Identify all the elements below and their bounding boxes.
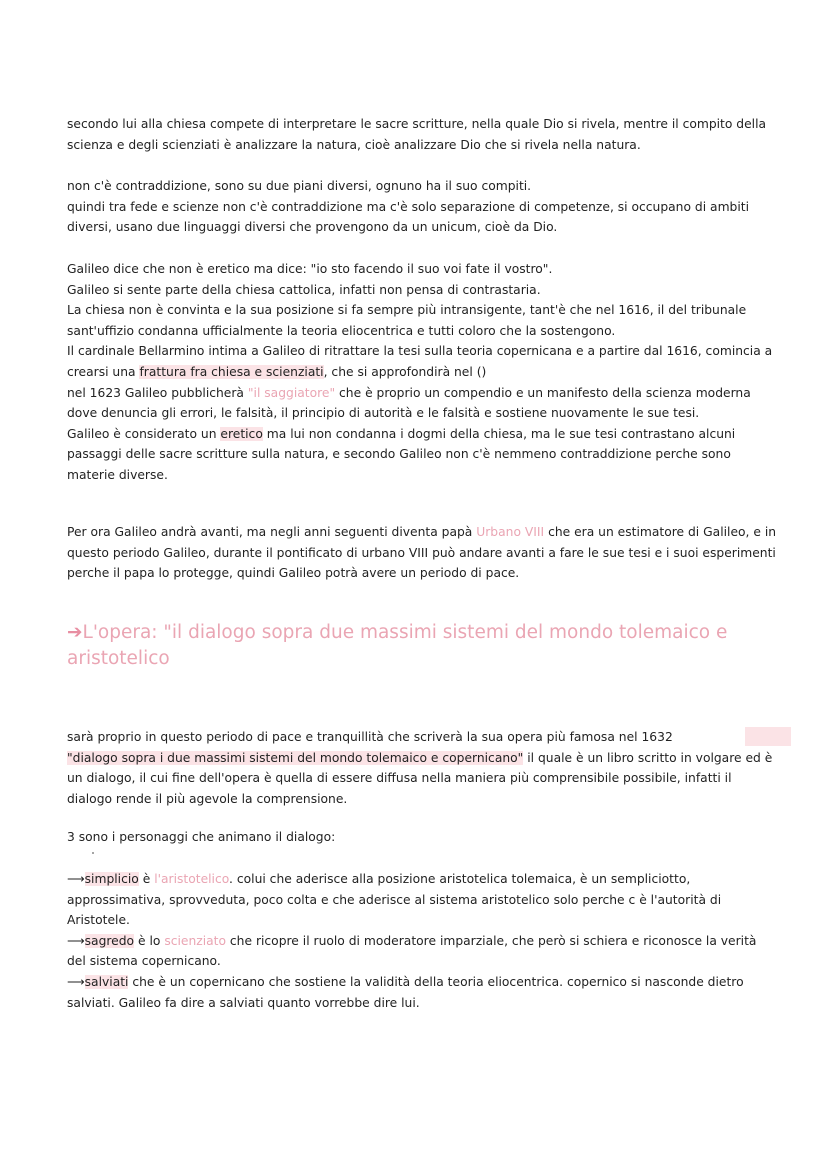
highlight-eretico: eretico	[220, 426, 263, 441]
arrow-right-icon: ➔	[67, 622, 83, 643]
paragraph-no-contradiction: non c'è contraddizione, sono su due piani diversi, ognuno ha il suo compiti. quindi tra fede e scienze non c'è contraddizione ma c'è solo separazione di competenze, si occupano di ambiti diversi, usano due linguaggi diversi che provengono da un unicum, cioè da Dio.	[67, 179, 750, 235]
paragraph-galileo-heretic: Galileo dice che non è eretico ma dice: "io sto facendo il suo voi fate il vostro". Galileo si sente parte della chiesa cattolica, infatti non pensa di contrastaria. La chiesa non è convinta e la sua posizione si fa sempre più intransigente, tant'è che nel 1616, il del tribunale sant'uffizio condanna ufficialmente la teoria eliocentrica e tutti coloro che la sostengono. Il cardinale Bellarmino intima a Galileo di ritrattare la tesi sulla teoria copernicana e a partire dal 1616, comincia a crearsi una frattura fra chiesa e scienziati, che si approfondirà nel () nel 1623 Galileo pubblicherà "il saggiatore" che è proprio un compendio e un manifesto della scienza moderna dove denuncia gli errori, le falsità, il principio di autorità e le falsità e sostiene nuovamente le sue tesi. Galileo è considerato un eretico ma lui non condanna i dogmi della chiesa, ma le sue tesi contrastano alcuni passaggi delle sacre scritture sulla natura, e secondo Galileo non c'è nemmeno contraddizione perche sono materie diverse.	[67, 262, 773, 482]
name-salviati: salviati	[84, 974, 129, 989]
highlight-title: "dialogo sopra i due massimi sistemi del mondo tolemaico e copernicano"	[67, 750, 524, 765]
section-heading: ➔L'opera: "il dialogo sopra due massimi sistemi del mondo tolemaico e aristotelico	[67, 622, 728, 669]
paragraph-church-science: secondo lui alla chiesa compete di interpretare le sacre scritture, nella quale Dio si rivela, mentre il compito della scienza e degli scienziati è analizzare la natura, cioè analizzare Dio che si rivela nella natura.	[67, 117, 767, 152]
highlight-frattura: frattura fra chiesa e scienziati	[139, 364, 324, 379]
label-aristotelico: l'aristotelico	[154, 872, 230, 886]
paragraph-personaggi: 3 sono i personaggi che animano il dialogo:	[67, 830, 336, 844]
paragraph-urbano: Per ora Galileo andrà avanti, ma negli anni seguenti diventa papà Urbano VIII che era un estimatore di Galileo, e in questo periodo Galileo, durante il pontificato di urbano VIII può andare avanti a fare le sue tesi e i suoi esperimenti perche il papa lo protegge, quindi Galileo potrà avere un periodo di pace.	[67, 525, 777, 581]
highlight-saggiatore: "il saggiatore"	[247, 385, 336, 400]
paragraph-opera: sarà proprio in questo periodo di pace e tranquillità che scriverà la sua opera più famosa nel 1632 "dialogo sopra i due massimi sistemi del mondo tolemaico e copernicano" il quale è un libro scritto in volgare ed è un dialogo, il cui fine dell'opera è quella di essere diffusa nella maniera più comprensibile possibile, infatti il dialogo rende il più agevole la comprensione.	[67, 730, 773, 806]
name-sagredo: sagredo	[84, 933, 135, 948]
stray-dot	[92, 852, 94, 854]
arrow-icon: ⟶	[67, 974, 85, 989]
arrow-icon: ⟶	[67, 872, 85, 886]
paragraph-characters: ⟶simplicio è l'aristotelico. colui che aderisce alla posizione aristotelica tolemaica, è un sempliciotto, approssimativa, sprovveduta, poco colta e che aderisce al sistema aristotelico solo perche c è l'autorità di Aristotele. ⟶sagredo è lo scienziato che ricopre il ruolo di moderatore imparziale, che però si schiera e riconosce la verità del sistema copernicano. ⟶salviati che è un copernicano che sostiene la validità della teoria eliocentrica. copernico si nasconde dietro salviati. Galileo fa dire a salviati quanto vorrebbe dire lui.	[67, 872, 757, 1010]
highlight-urbano: Urbano VIII	[476, 525, 545, 539]
arrow-icon: ⟶	[67, 933, 85, 948]
label-scienziato: scienziato	[164, 933, 227, 948]
name-simplicio: simplicio	[84, 872, 139, 886]
